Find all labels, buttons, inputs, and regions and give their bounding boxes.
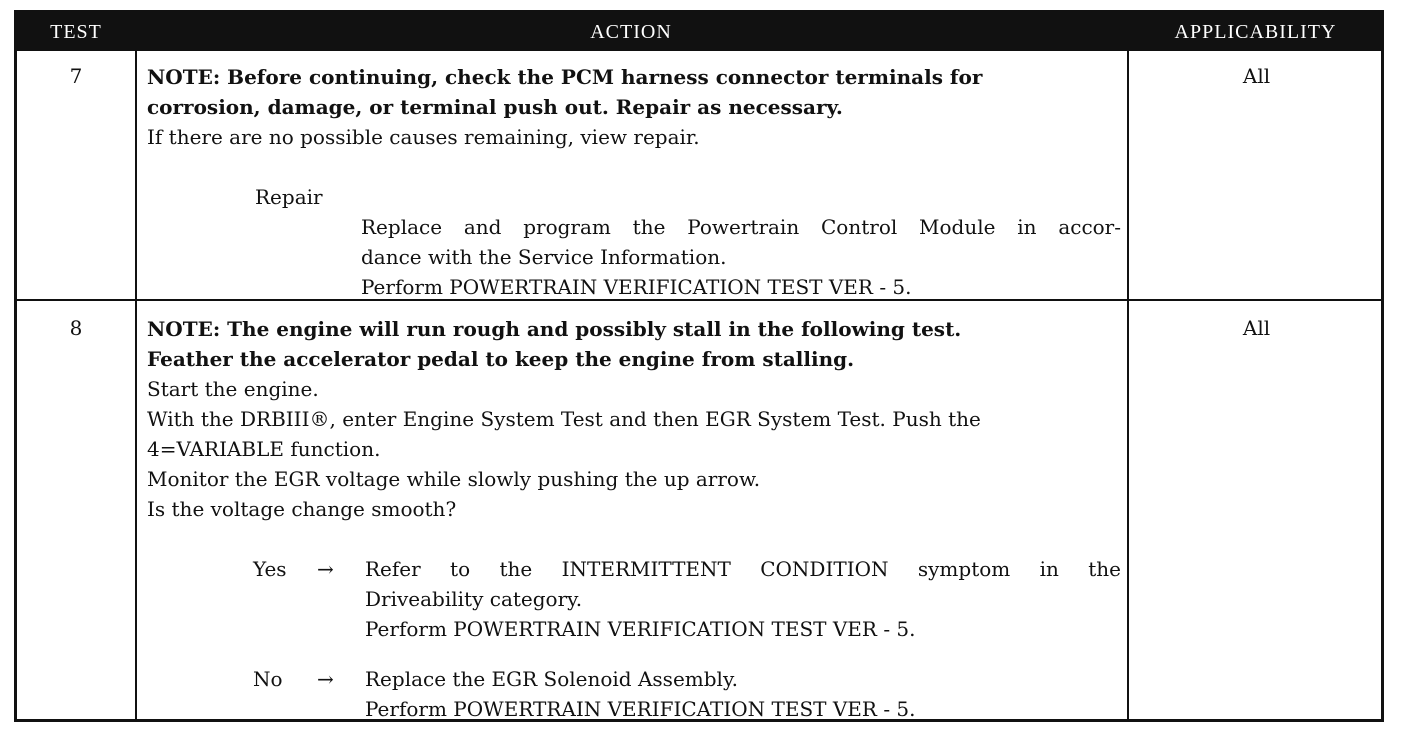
repair-line: dance with the Service Information. — [361, 245, 727, 269]
repair-instructions — [361, 212, 1121, 302]
test-number-8: 8 — [69, 316, 83, 340]
body-line: If there are no possible causes remaining, view repair. — [147, 125, 700, 149]
body-line: Monitor the EGR voltage while slowly pushing the up arrow. — [147, 467, 761, 491]
header-action: ACTION — [590, 21, 672, 43]
outcome-yes-instructions — [365, 554, 1121, 644]
arrow-icon: → — [317, 557, 334, 581]
note-line: NOTE: Before continuing, check the PCM harness connector terminals for — [147, 65, 983, 89]
body-line: With the DRBIII®, enter Engine System Test and then EGR System Test. Push the — [147, 407, 981, 431]
outcome-no-label: No — [253, 667, 283, 691]
outcome-no-instructions — [365, 664, 1121, 724]
header-applicability: APPLICABILITY — [1174, 21, 1337, 43]
outcome-line: Perform POWERTRAIN VERIFICATION TEST VER - 5. — [365, 617, 916, 641]
body-line: Is the voltage change smooth? — [147, 497, 457, 521]
column-divider — [135, 51, 137, 719]
action-cell-8 — [147, 314, 1122, 721]
repair-line: Perform POWERTRAIN VERIFICATION TEST VER - 5. — [361, 275, 912, 299]
repair-label: Repair — [255, 185, 323, 209]
arrow-icon: → — [317, 667, 334, 691]
table-header — [17, 13, 1381, 51]
body-line: Start the engine. — [147, 377, 319, 401]
note-line: Feather the accelerator pedal to keep the engine from stalling. — [147, 347, 855, 371]
test-number-7: 7 — [69, 64, 83, 88]
applicability-8: All — [1242, 316, 1271, 340]
header-test: TEST — [50, 21, 102, 43]
outcome-line: Replace the EGR Solenoid Assembly. — [365, 667, 738, 691]
outcome-line: Refer to the INTERMITTENT CONDITION symptom in the — [365, 557, 1121, 581]
note-line: NOTE: The engine will run rough and possibly stall in the following test. — [147, 317, 962, 341]
action-cell-7 — [147, 62, 1122, 298]
outcome-line: Driveability category. — [365, 587, 583, 611]
body-line: 4=VARIABLE function. — [147, 437, 381, 461]
outcome-line: Perform POWERTRAIN VERIFICATION TEST VER - 5. — [365, 697, 916, 721]
column-divider — [1127, 51, 1129, 719]
outcome-yes-label: Yes — [253, 557, 287, 581]
repair-line: Replace and program the Powertrain Control Module in accor- — [361, 215, 1121, 239]
applicability-7: All — [1242, 64, 1271, 88]
diagnostic-table — [14, 10, 1384, 722]
note-line: corrosion, damage, or terminal push out. Repair as necessary. — [147, 95, 843, 119]
